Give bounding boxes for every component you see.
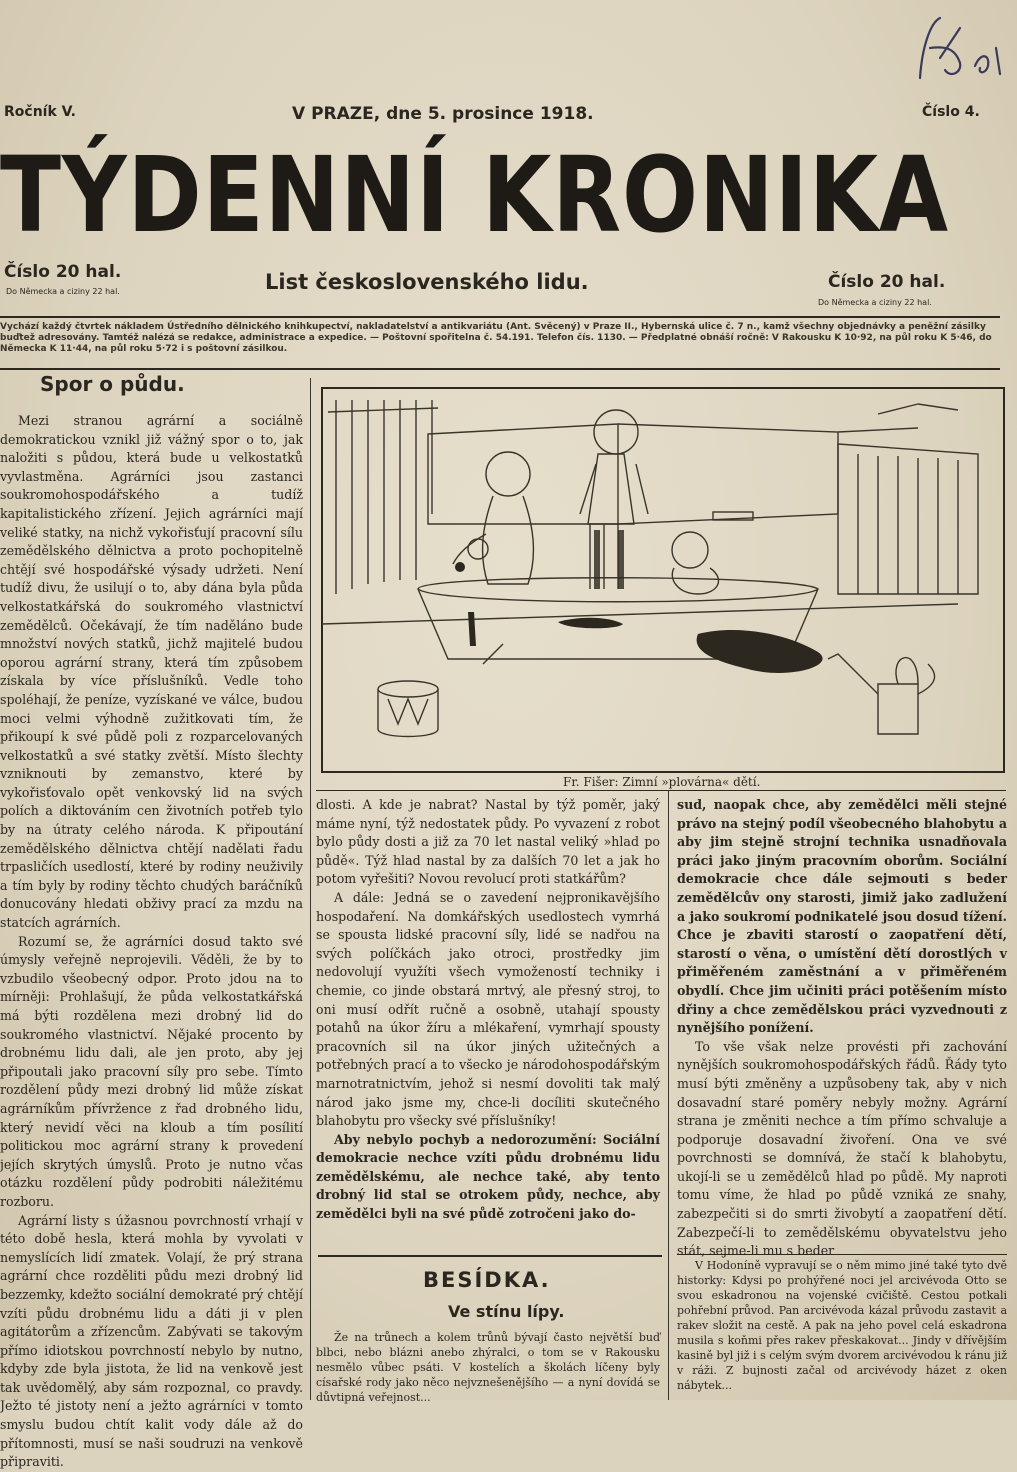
issue-date: V PRAZE, dne 5. prosince 1918.: [292, 104, 594, 124]
caption-title: Zimní »plovárna« dětí.: [622, 775, 761, 789]
illustration-children-bathtub: [318, 384, 1008, 776]
price-right: Číslo 20 hal.: [828, 272, 946, 292]
handwritten-mark-icon: [900, 8, 1010, 88]
besidka-story-body: [316, 1330, 660, 1404]
article-paragraph-bold: Aby nebylo pochyb a nedorozumění: Sociální demokracie nechce vzíti půdu drobnému lidu zemědělskému, ale nechce také, aby tento drobný lid stal se otrokem půdy, nechce, aby zemědělci byli na své půdě zotročeni jako do-: [316, 1131, 660, 1222]
volume-label: Ročník V.: [4, 104, 76, 120]
article-paragraph: Agrární listy s úžasnou povrchností vrhají v této době hesla, která mohla by vyvolati v nemyslících lidí zmatek. Volají, že prý strana agrární chce rozděliti půdu mezi drobný lid bezzemky, kdežto sociální demokraté prý chtějí vzíti půdu drobnému lidu a dáti ji v plen agitátorům a zřízencům. Zabývati se takovým přímo idiotskou povrchností nebylo by nutno, kdyby zde byla jistota, že lid na venkově jest tak uvědomělý, aby sám rozpoznal, co pravdy. Ježto té jistoty není a ježto agrárníci v tomto smyslu budou chtít kalit vody dále až do přítomnosti, musí se naši soudruzi na venkově připraviti.: [0, 1212, 303, 1470]
article-paragraph: Rozumí se, že agrárníci dosud takto své úmysly veřejně neprojevili. Věděli, že by to vzbudilo všeobecný odpor. Proto jdou na to mírněji: Prohlašují, že půda velkostatkářská má býti rozdělena mezi drobný lid do soukromého vlastnictví. Nějaké procento by drobnému lidu dali, ale jen proto, aby jej připoutali jako pracovní síly pro sebe. Tímto rozdělení půdy mezi drobný lid může získat agrárníkům přívržence z řad drobného lidu, který nevidí věci na kloub a tím posílití politickou moc agrární strany k provedení jejích skrytých úmyslů. Proto je nutno včas otázku rozdělení půdy podrobiti náležitému rozboru.: [0, 933, 303, 1209]
story-paragraph: V Hodoníně vypravují se o něm mimo jiné také tyto dvě historky: Kdysi po prohýřené noci jel arcivévoda Otto se svou eskadronou na vojenské cvičiště. Cestou potkali pohřební průvod. Pan arcivévoda kázal průvodu zastavit a rakev složit na cestě. A pak na jeho povel celá eskadrona musila s koňmi přes rakev přeskakovat... Jindy v dřívějším kasině byl již i s celým svým dvorem arcivévodou k ránu již v ráži. Z bujnosti začal od arcivévody házet z oken nábytek...: [677, 1259, 1007, 1392]
price-left: Číslo 20 hal.: [4, 262, 122, 282]
illustration-bottom-rule: [316, 790, 1006, 791]
column-divider: [310, 378, 311, 1400]
price-right-abroad: Do Německa a ciziny 22 hal.: [818, 298, 932, 307]
masthead-title: TÝDENNÍ KRONIKA: [0, 134, 950, 256]
column-divider: [668, 790, 669, 1400]
issue-number: Číslo 4.: [922, 104, 980, 120]
illustration-caption: [563, 775, 760, 789]
article-column-2: [316, 796, 660, 1246]
story-paragraph: Že na trůnech a kolem trůnů bývají často největší buď blbci, nebo blázni anebo zhýralci, o tom se v Rakousku nesmělo vůbec psáti. V kostelích a školách líčeny byly císařské rody jako něco nejvznešenějšího — a nyní dovídá se důvtipná veřejnost...: [316, 1331, 660, 1404]
header-rule-bottom: [0, 368, 1000, 370]
article-paragraph-bold: sud, naopak chce, aby zemědělci měli stejné právo na stejný podíl všeobecného blahobytu a aby jim stejně strojní technika usnadňovala práci jako jiným pracovním oborům. Sociální demokracie chce dále sejmouti s beder zemědělcův ony starosti, jimiž jako zadlužení a jako soukromí podnikatelé jsou dosud tížení. Chce je zbaviti starostí o zaopatření dětí, starostí o věna, o umístění dětí dorostlých v přiměřeném zaměstnání a v přiměřeném obydlí. Chce jim učiniti práci potěšením místo dřiny a chce zemědělskou práci vyzvednouti z nynějšího ponížení.: [677, 797, 1007, 1036]
article-paragraph: dlosti. A kde je nabrat? Nastal by týž poměr, jaký máme nyní, týž nedostatek půdy. Po vyvazení z robot bylo půdy dosti a již za 70 let nastal veliký »hlad po půdě«. Týž hlad nastal by za dalších 70 let a jak ho potom vyřešiti? Novou revolucí proti statkářům?: [316, 797, 660, 887]
article-column-3: [677, 796, 1007, 1259]
caption-author: Fr. Fišer:: [563, 775, 619, 789]
price-left-abroad: Do Německa a ciziny 22 hal.: [6, 287, 120, 296]
article-paragraph: To vše však nelze provésti při zachování nynějších soukromohospodářských řádů. Řády tyto musí býti změněny a uzpůsobeny tak, aby v nich dosavadní staré poměry nebyly možny. Agrární strana je změniti nechce a tím přímo schvaluje a podporuje dosavadní živoření. Ona ve své povrchnosti se domnívá, že stačí k blahobytu, ukojí-li se u zemědělců hlad po půdě. My naproti tomu víme, že hlad po půdě vzniká ze snahy, zabezpečiti si do smrti živobytí a zaopatření dětí. Zabezpečí-li to zemědělskému obyvatelstvu jeho stát, sejme-li mu s beder: [677, 1038, 1007, 1259]
header-rule-top: [0, 316, 1000, 318]
besidka-story-title: Ve stínu lípy.: [448, 1302, 565, 1321]
article-paragraph: Mezi stranou agrární a sociálně demokratickou vznikl již vážný spor o to, jak naložiti s půdou, která bude u velkostatků vyvlastměna. Agrárníci jsou zastanci soukromohospodářského a tudíž kapitalistického zřízení. Jejich agrárníci mají veliké statky, na nichž vykořisťují pracovní sílu zemědělského dělnictva a proto pochopitelně chtějí své hospodářské výsady udržeti. Není tudíž divu, že usilují o to, aby dána byla půda velkostatkářská do soukromého vlastnictví zemědělců. Očekávají, že tím naděláno bude množství nových statků, jichž majitelé budou oporou agrární strany, která tím způsobem získala by více příslušníků. Vedle toho spoléhají, že peníze, vyzískané ve válce, budou moci velmi výhodně zužitkovati tím, že přikoupí k své půdě poli z rozparcelovaných velkostatků a své statky zvětší. Místo šlechty vzniknouti by zemanstvo, které by vykořisťovalo opět venkovský lid na svých polích a diktováním cen životních potřeb tylo by na útraty celého národa. K připoutání zemědělského dělnictva chtějí nadělati řadu trpasličích usedlostí, které by rodiny neuživily a tím byly by rodiny těchto chudých baráčníků donucovány hledati obživy prací za mzdu na statcích agrárních.: [0, 413, 303, 931]
publication-info: Vychází každý čtvrtek nákladem Ústředního dělnického knihkupectví, nakladatelství a antikvariátu (Ant. Svěcený) v Praze II., Hybernská ulice č. 7 n., kamž všechny objednávky a peněžní zásilky buďtež adresovány. Tamtéž nalézá se redakce, administrace a expedice. — Poštovní spořitelna č. 54.191. Telefon čís. 1130. — Předplatné obnáší ročně: V Rakousku K 10·92, na půl roku K 5·46, do Německa K 11·44, na půl roku 5·72 i s poštovní zásilkou.: [0, 322, 992, 354]
article-paragraph: A dále: Jedná se o zavedení nejpronikavějšího hospodaření. Na domkářských usedlostech vymrhá se spousta lidské pracovní síly, lidé se nadřou na svých políčkách jako otroci, prostředky jim nedovolují využíti všech vymožeností techniky i chemie, co jinde obstará mrtvý, ale přesný stroj, to oni musí odřít ručně a osobně, utahají spousty potahů na úkor žíru a mlékaření, vymrhají spousty pracovních sil na úkor jiných užitečných a potřebných prací a to všecko je národohospodářským marnotratnictvím, jehož si nesmí dovoliti tak malý národ jako jsme my, chce-li docíliti skutečného blahobytu pro všecky své příslušníky!: [316, 889, 660, 1129]
article-title: Spor o půdu.: [40, 372, 185, 396]
column-3-rule: [677, 1254, 1007, 1255]
besidka-rule: [318, 1255, 662, 1257]
article-main-body: [0, 412, 303, 1470]
besidka-section-title: BESÍDKA.: [423, 1268, 551, 1292]
dateline: [0, 104, 1000, 130]
masthead-subtitle: List československého lidu.: [265, 270, 589, 294]
besidka-story-continued: [677, 1258, 1007, 1400]
